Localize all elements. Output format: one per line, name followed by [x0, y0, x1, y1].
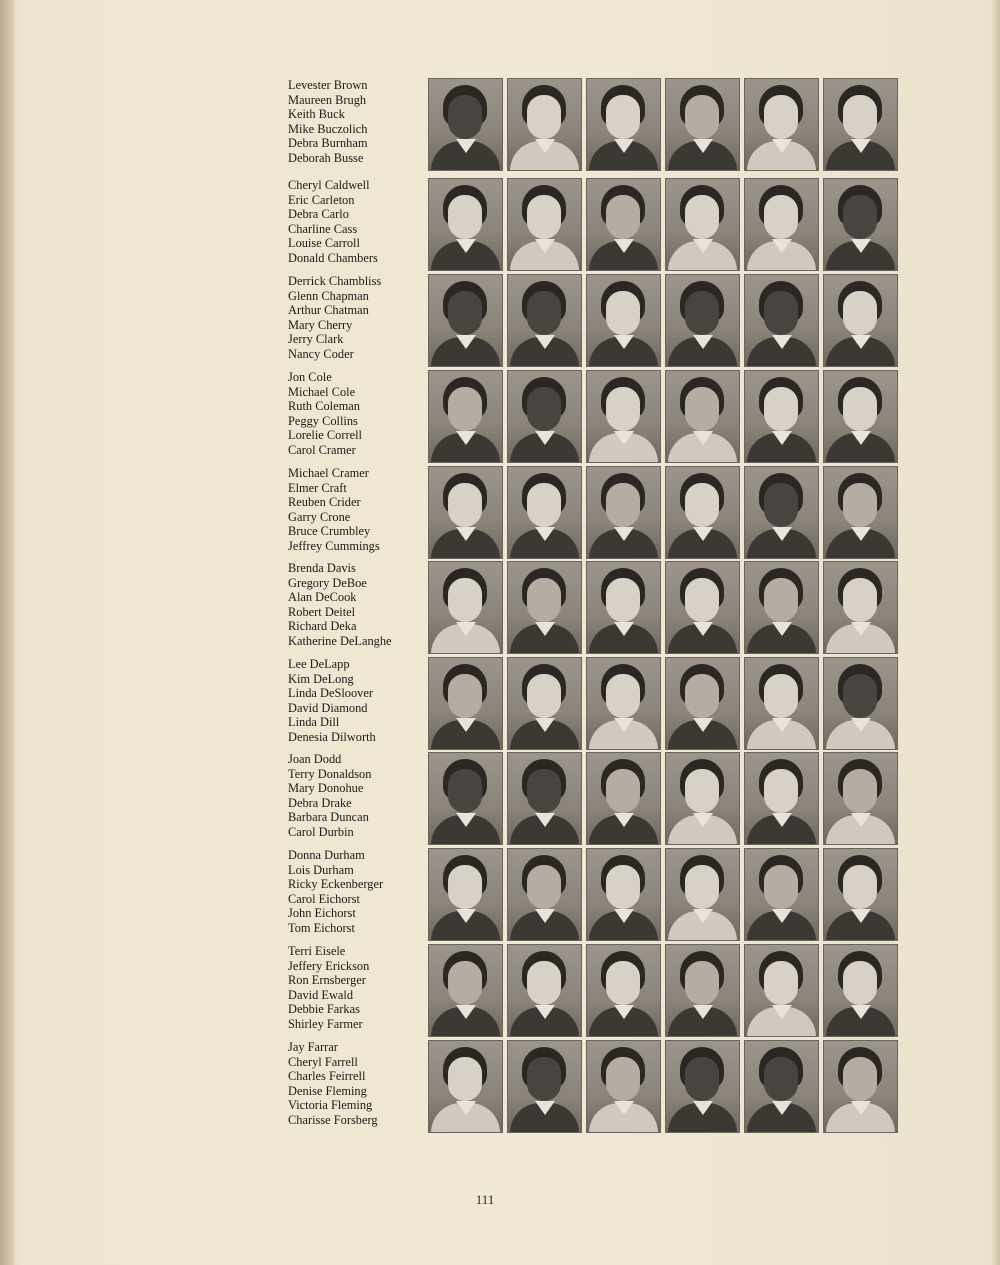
- student-portrait: [507, 657, 582, 750]
- student-name: Mike Buczolich: [288, 121, 368, 136]
- student-name: Terri Eisele: [288, 944, 346, 958]
- student-name: Robert Deitel: [288, 604, 356, 619]
- student-name: Mary Cherry: [288, 317, 353, 332]
- student-name: Peggy Collins: [288, 413, 358, 428]
- student-name: Jerry Clark: [288, 332, 344, 346]
- student-name: Denise Fleming: [288, 1083, 367, 1098]
- student-name: Linda DeSloover: [288, 686, 373, 700]
- student-portrait: [665, 466, 740, 559]
- student-portrait: [428, 561, 503, 654]
- student-name: Louise Carroll: [288, 236, 360, 250]
- student-portrait: [665, 78, 740, 171]
- student-name: Elmer Craft: [288, 480, 347, 495]
- photo-row: [428, 370, 902, 464]
- student-name: Ricky Eckenberger: [288, 877, 384, 891]
- photo-row: [428, 466, 902, 560]
- name-list: [288, 657, 428, 744]
- portrait-group: [0, 370, 1000, 464]
- student-portrait: [823, 561, 898, 654]
- student-portrait: [507, 78, 582, 171]
- student-name: Kim DeLong: [288, 671, 354, 686]
- student-name: Jeffery Erickson: [288, 958, 370, 973]
- student-portrait: [428, 466, 503, 559]
- photo-row: [428, 944, 902, 1038]
- student-name: Donald Chambers: [288, 250, 378, 265]
- student-name: Lois Durham: [288, 862, 354, 877]
- student-portrait: [665, 178, 740, 271]
- student-name: Barbara Duncan: [288, 810, 369, 824]
- photo-row: [428, 848, 902, 942]
- student-name: Charles Feirrell: [288, 1069, 366, 1083]
- student-name: Mary Donohue: [288, 781, 364, 795]
- student-name: Reuben Crider: [288, 495, 361, 509]
- name-list: [288, 561, 428, 648]
- photo-row: [428, 1040, 902, 1134]
- name-list: [288, 944, 428, 1031]
- student-portrait: [507, 466, 582, 559]
- student-name: Jeffrey Cummings: [288, 538, 380, 553]
- student-portrait: [823, 466, 898, 559]
- student-portrait: [823, 1040, 898, 1133]
- student-name: Glenn Chapman: [288, 288, 369, 303]
- portrait-group: [0, 657, 1000, 751]
- student-portrait: [823, 178, 898, 271]
- name-list: [288, 1040, 428, 1127]
- student-name: Shirley Farmer: [288, 1016, 363, 1031]
- portrait-group: [0, 944, 1000, 1038]
- student-name: Cheryl Caldwell: [288, 178, 370, 192]
- student-portrait: [744, 466, 819, 559]
- student-portrait: [428, 274, 503, 367]
- student-name: David Ewald: [288, 987, 354, 1002]
- student-name: Tom Eichorst: [288, 920, 355, 935]
- student-name: Lee DeLapp: [288, 657, 350, 671]
- student-name: John Eichorst: [288, 906, 356, 920]
- student-name: Jon Cole: [288, 370, 332, 384]
- student-portrait: [507, 944, 582, 1037]
- student-portrait: [823, 848, 898, 941]
- student-portrait: [586, 78, 661, 171]
- student-portrait: [507, 752, 582, 845]
- student-portrait: [823, 752, 898, 845]
- student-portrait: [586, 944, 661, 1037]
- student-name: Lorelie Correll: [288, 428, 362, 442]
- name-list: [288, 274, 428, 361]
- student-portrait: [665, 1040, 740, 1133]
- student-portrait: [744, 657, 819, 750]
- student-name: Linda Dill: [288, 715, 340, 729]
- student-name: Katherine DeLanghe: [288, 633, 392, 648]
- student-portrait: [665, 561, 740, 654]
- student-portrait: [665, 274, 740, 367]
- student-portrait: [744, 1040, 819, 1133]
- student-name: Levester Brown: [288, 78, 368, 92]
- student-name: Victoria Fleming: [288, 1098, 373, 1112]
- student-portrait: [744, 944, 819, 1037]
- name-list: [288, 370, 428, 457]
- student-name: Joan Dodd: [288, 752, 342, 766]
- student-portrait: [507, 1040, 582, 1133]
- student-portrait: [586, 178, 661, 271]
- student-name: Gregory DeBoe: [288, 575, 367, 590]
- student-portrait: [428, 657, 503, 750]
- portrait-group: [0, 848, 1000, 942]
- student-portrait: [586, 1040, 661, 1133]
- portrait-group: [0, 752, 1000, 846]
- student-portrait: [586, 370, 661, 463]
- student-name: Charline Cass: [288, 221, 358, 236]
- student-portrait: [428, 78, 503, 171]
- student-portrait: [744, 78, 819, 171]
- student-name: Carol Cramer: [288, 442, 356, 457]
- student-portrait: [823, 370, 898, 463]
- student-name: Debra Carlo: [288, 207, 349, 221]
- student-name: Cheryl Farrell: [288, 1054, 358, 1069]
- student-portrait: [823, 78, 898, 171]
- page-number: 111: [475, 1192, 495, 1207]
- student-name: Eric Carleton: [288, 192, 355, 207]
- student-portrait: [665, 752, 740, 845]
- name-list: [288, 178, 428, 265]
- student-name: Jay Farrar: [288, 1040, 338, 1054]
- name-list: [288, 466, 428, 553]
- photo-row: [428, 657, 902, 751]
- student-name: Debra Drake: [288, 795, 352, 810]
- student-name: Carol Eichorst: [288, 891, 360, 906]
- student-name: Nancy Coder: [288, 346, 354, 361]
- student-name: Terry Donaldson: [288, 766, 372, 781]
- student-portrait: [507, 848, 582, 941]
- student-portrait: [507, 370, 582, 463]
- student-portrait: [507, 561, 582, 654]
- student-portrait: [744, 752, 819, 845]
- student-name: Arthur Chatman: [288, 303, 369, 317]
- student-name: Denesia Dilworth: [288, 729, 376, 744]
- student-name: Donna Durham: [288, 848, 365, 862]
- portrait-group: [0, 78, 1000, 172]
- student-portrait: [823, 657, 898, 750]
- student-portrait: [665, 370, 740, 463]
- student-name: Debra Burnham: [288, 136, 368, 150]
- photo-row: [428, 178, 902, 272]
- photo-row: [428, 78, 902, 172]
- student-name: Michael Cole: [288, 384, 356, 399]
- student-name: Richard Deka: [288, 619, 357, 633]
- student-name: Debbie Farkas: [288, 1002, 360, 1016]
- name-list: [288, 752, 428, 839]
- student-name: Ron Ernsberger: [288, 973, 366, 987]
- student-portrait: [428, 1040, 503, 1133]
- student-portrait: [665, 848, 740, 941]
- student-portrait: [665, 944, 740, 1037]
- student-portrait: [507, 274, 582, 367]
- student-portrait: [744, 370, 819, 463]
- student-name: Garry Crone: [288, 509, 351, 524]
- student-portrait: [586, 561, 661, 654]
- student-name: Deborah Busse: [288, 150, 364, 165]
- student-portrait: [744, 848, 819, 941]
- student-name: Brenda Davis: [288, 561, 356, 575]
- portrait-group: [0, 1040, 1000, 1134]
- photo-row: [428, 561, 902, 655]
- student-portrait: [823, 944, 898, 1037]
- portrait-group: [0, 178, 1000, 272]
- student-portrait: [428, 944, 503, 1037]
- student-portrait: [665, 657, 740, 750]
- student-portrait: [428, 752, 503, 845]
- student-name: Alan DeCook: [288, 590, 357, 604]
- student-portrait: [428, 370, 503, 463]
- student-name: Derrick Chambliss: [288, 274, 382, 288]
- student-name: Michael Cramer: [288, 466, 369, 480]
- student-portrait: [428, 178, 503, 271]
- name-list: [288, 78, 428, 165]
- student-name: Charisse Forsberg: [288, 1112, 378, 1127]
- student-name: Bruce Crumbley: [288, 524, 371, 538]
- student-portrait: [744, 274, 819, 367]
- portrait-group: [0, 466, 1000, 560]
- portrait-group: [0, 561, 1000, 655]
- student-portrait: [823, 274, 898, 367]
- photo-row: [428, 752, 902, 846]
- photo-row: [428, 274, 902, 368]
- student-name: David Diamond: [288, 700, 368, 715]
- student-portrait: [744, 561, 819, 654]
- portrait-group: [0, 274, 1000, 368]
- student-portrait: [586, 657, 661, 750]
- student-portrait: [586, 752, 661, 845]
- student-portrait: [586, 466, 661, 559]
- student-portrait: [428, 848, 503, 941]
- student-portrait: [586, 274, 661, 367]
- student-name: Ruth Coleman: [288, 399, 360, 413]
- student-name: Keith Buck: [288, 107, 345, 121]
- student-portrait: [507, 178, 582, 271]
- student-portrait: [586, 848, 661, 941]
- student-name: Carol Durbin: [288, 824, 354, 839]
- name-list: [288, 848, 428, 935]
- student-portrait: [744, 178, 819, 271]
- student-name: Maureen Brugh: [288, 92, 367, 107]
